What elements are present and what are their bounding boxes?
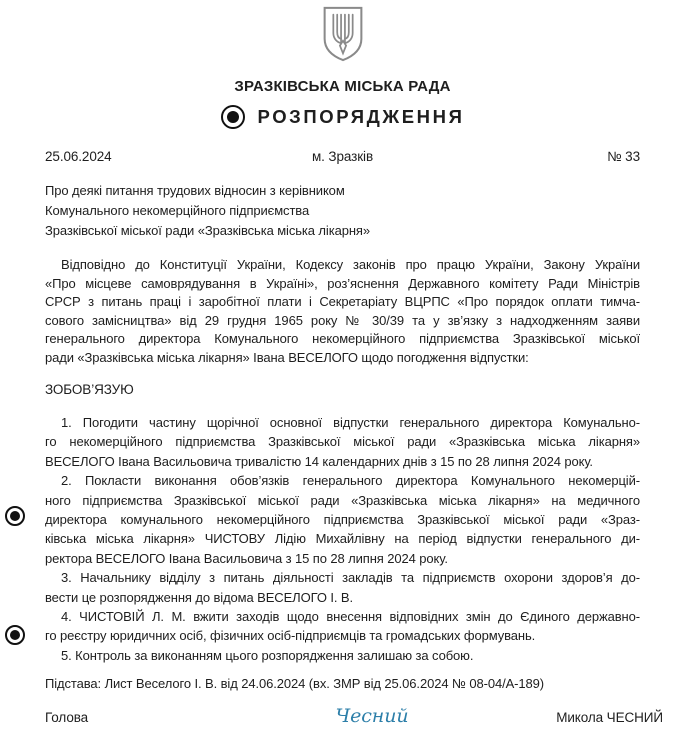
order-item-1	[45, 413, 640, 471]
text-line: ВЕСЕЛОГО Івана Васильовича тривалістю 14 календарних днів з 15 по 28 липня 2024 року.	[45, 453, 593, 469]
signer-position: Голова	[45, 710, 89, 726]
text-line: ного підприємства Зразківської міської ради «Зразківська міська лікарня» на медичного	[45, 492, 640, 508]
emblem-container	[45, 0, 640, 63]
text-line: Зразківської міської ради «Зразківська міська лікарня»	[45, 223, 370, 238]
text-line: СРСР з питань праці і заробітної плати і Секретаріату ВЦРПС «Про порядок оплати тимча-	[45, 294, 640, 309]
text-line: Комунального некомерційного підприємства	[45, 203, 310, 218]
text-line: ківська міська лікарня» ЧИСТОВУ Лідію Михайлівну на період відпустки генерального ди-	[45, 531, 640, 547]
bullseye-annotation-marker-title[interactable]	[221, 105, 245, 129]
text-line: ради «Зразківська міська лікарня» Івана ВЕСЕЛОГО щодо погодження відпустки:	[45, 349, 529, 365]
order-items	[45, 413, 640, 665]
bullseye-annotation-marker-item4[interactable]	[5, 625, 25, 645]
text-line: 4. ЧИСТОВІЙ Л. М. вжити заходів щодо внесення відповідних змін до Єдиного державно-	[61, 608, 640, 624]
document-place: м. Зразків	[311, 149, 374, 164]
text-line: вести це розпорядження до відома ВЕСЕЛОГО І. В.	[45, 589, 353, 605]
ukraine-trident-emblem	[317, 5, 369, 63]
text-line: 3. Начальнику відділу з питань діяльності закладів та підприємств охорони здоров’я до-	[61, 570, 640, 586]
text-line: 5. Контроль за виконанням цього розпорядження залишаю за собою.	[61, 647, 474, 663]
text-line: го реєстру юридичних осіб, фізичних осіб-підприємців та громадських формувань.	[45, 628, 536, 644]
document-type-title: РОЗПОРЯДЖЕННЯ	[257, 105, 465, 127]
signer-name: Микола ЧЕСНИЙ	[556, 710, 663, 726]
text-line: 2. Покласти виконання обов’язків генерального директора Комунального некомерцій-	[61, 473, 640, 489]
order-item-4	[45, 607, 640, 646]
order-item-5	[45, 646, 640, 665]
order-item-3	[45, 568, 640, 607]
text-line: Відповідно до Конституції України, Кодексу законів про працю України, Закону України	[61, 257, 640, 272]
text-line: го некомерційного підприємства Зразківської міської ради «Зразківська міська лікарня»	[45, 434, 640, 450]
basis-line: Підстава: Лист Веселого І. В. від 24.06.2024 (вх. ЗМР від 25.06.2024 № 08-04/А-189)	[45, 676, 545, 692]
order-item-2	[45, 471, 640, 568]
marker-dot	[227, 111, 239, 123]
text-line: «Про місцеве самоврядування в Україні», роз’яснення Державного комітету Ради Міністрів	[45, 275, 640, 291]
text-line: Про деякі питання трудових відносин з керівником	[45, 183, 345, 198]
text-line: директора комунального некомерційного підприємства Зразківської міської ради «Зраз-	[45, 511, 640, 527]
document-date: 25.06.2024	[45, 149, 112, 164]
bullseye-annotation-marker-item2[interactable]	[5, 506, 25, 526]
document-number: № 33	[607, 149, 640, 164]
document-meta-row	[45, 148, 640, 166]
text-line: ректора ВЕСЕЛОГО Івана Васильовича з 15 по 28 липня 2024 року.	[45, 550, 448, 566]
text-line: сового замісництва» від 29 грудня 1965 року № 30/39 та у зв’язку з надходженням заяви	[45, 312, 640, 328]
text-line: генерального директора Комунального некомерційного підприємства Зразківської міської	[45, 331, 640, 346]
document-title-row	[45, 104, 640, 129]
preamble-paragraph	[45, 256, 640, 367]
text-line: 1. Погодити частину щорічної основної відпустки генерального директора Комунально-	[61, 415, 640, 430]
document-subject	[45, 181, 640, 241]
organization-name: ЗРАЗКІВСЬКА МІСЬКА РАДА	[234, 78, 451, 95]
resolution-word: ЗОБОВ’ЯЗУЮ	[45, 382, 134, 397]
signature-script: Чесний	[335, 705, 409, 728]
signature-row	[45, 706, 663, 728]
